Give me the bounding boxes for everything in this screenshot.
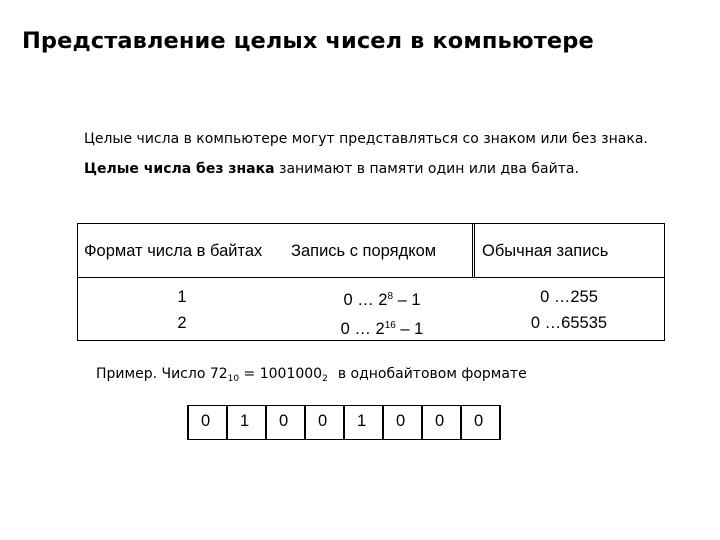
bit-cell: 0 (384, 406, 423, 439)
plain-cell: 0 …255 (540, 288, 598, 306)
example-line (96, 366, 527, 384)
power-cell (288, 284, 476, 313)
header-power-notation: Запись с порядком (291, 242, 437, 260)
bit-cell: 1 (345, 406, 384, 439)
unsigned-description: занимают в памяти один или два байта. (274, 161, 579, 177)
bit-cell: 0 (462, 406, 501, 439)
power-exponent: 8 (387, 291, 394, 302)
header-divider (78, 277, 664, 278)
column-divider (472, 224, 473, 277)
header-plain-notation: Обычная запись (482, 242, 609, 260)
bit-cell: 0 (189, 406, 228, 439)
power-base: 0 … 2 (343, 291, 388, 309)
example-suffix: в однобайтовом формате (337, 366, 527, 382)
bit-cell: 0 (306, 406, 345, 439)
power-tail: – 1 (395, 320, 424, 338)
bytes-cell: 2 (177, 314, 187, 332)
plain-cell: 0 …65535 (530, 314, 608, 332)
power-base: 0 … 2 (340, 320, 385, 338)
header-format-bytes: Формат числа в байтах (84, 242, 263, 260)
bit-cell: 0 (267, 406, 306, 439)
power-cell (288, 313, 476, 342)
bit-cells (187, 405, 501, 440)
unsigned-term: Целые числа без знака (84, 161, 275, 177)
example-base10: 10 (227, 374, 240, 384)
example-prefix: Пример. Число 72 (96, 366, 228, 382)
slide-title: Представление целых чисел в компьютере (22, 28, 594, 54)
example-base2: 2 (322, 374, 328, 384)
unsigned-paragraph (84, 161, 579, 177)
power-exponent: 16 (384, 320, 396, 331)
example-equals: = 1001000 (239, 366, 323, 382)
bytes-cell: 1 (177, 288, 187, 306)
bit-cell: 1 (228, 406, 267, 439)
format-table (77, 223, 665, 341)
power-tail: – 1 (393, 291, 421, 309)
column-divider (474, 224, 475, 277)
power-column (288, 284, 476, 342)
bit-cell: 0 (423, 406, 462, 439)
intro-paragraph: Целые числа в компьютере могут представляться со знаком или без знака. (84, 131, 648, 147)
plain-column (472, 284, 666, 336)
bytes-column (78, 284, 286, 336)
